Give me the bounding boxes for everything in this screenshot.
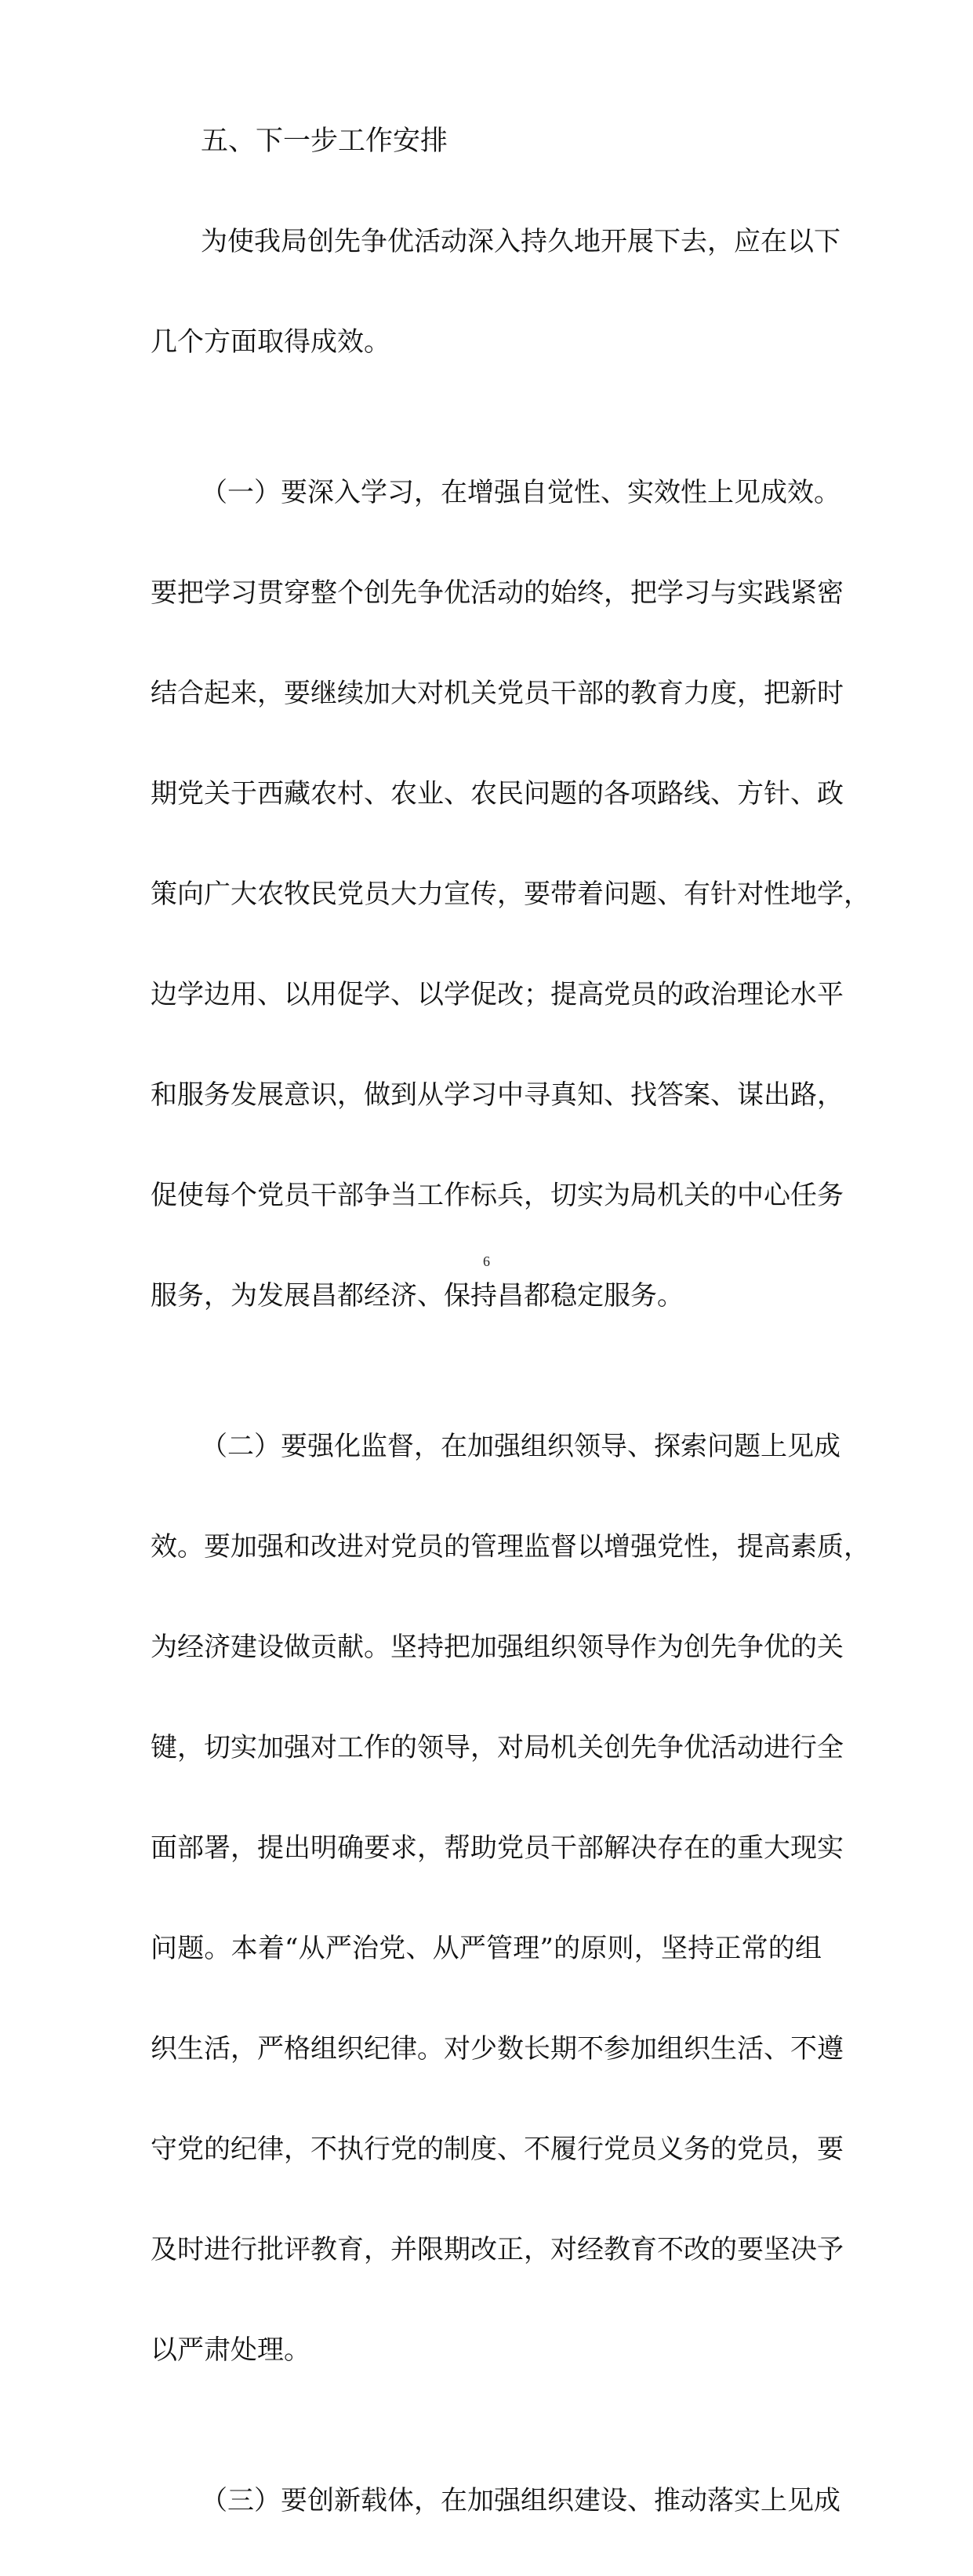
paragraph-item-3: [151, 2425, 840, 2576]
paragraph-line: 期党关于西藏农村、农业、农民问题的各项路线、方针、政: [151, 778, 844, 810]
paragraph-line: 守党的纪律，不执行党的制度、不履行党员义务的党员，要: [151, 2134, 844, 2165]
paragraph-line: 面部署，提出明确要求，帮助党员干部解决存在的重大现实: [151, 1832, 844, 1864]
paragraph-line: 为使我局创先争优活动深入持久地开展下去，应在以下: [201, 226, 840, 257]
paragraph-item-2: [151, 1371, 870, 2425]
paragraph-line: （三）要创新载体，在加强组织建设、推动落实上见成: [201, 2485, 840, 2516]
paragraph-line: 织生活，严格组织纪律。对少数长期不参加组织生活、不遵: [151, 2033, 844, 2065]
paragraph-line: 和服务发展意识，做到从学习中寻真知、找答案、谋出路，: [151, 1079, 844, 1111]
section-heading: 五、下一步工作安排: [201, 126, 448, 157]
paragraph-intro: [151, 166, 840, 417]
document-body: [151, 116, 870, 2576]
paragraph-line: 服务，为发展昌都经济、保持昌都稳定服务。: [151, 1280, 684, 1312]
paragraph-line: 几个方面取得成效。: [151, 326, 390, 358]
paragraph-line: 以严肃处理。: [151, 2334, 310, 2366]
paragraph-line: 为经济建设做贡献。坚持把加强组织领导作为创先争优的关: [151, 1632, 844, 1663]
paragraph-line: 问题。本着“从严治党、从严管理”的原则，坚持正常的组: [151, 1933, 822, 1964]
paragraph-line: 边学边用、以用促学、以学促改；提高党员的政治理论水平: [151, 979, 844, 1010]
paragraph-line: 键，切实加强对工作的领导，对局机关创先争优活动进行全: [151, 1732, 844, 1763]
paragraph-line: 要把学习贯穿整个创先争优活动的始终，把学习与实践紧密: [151, 577, 844, 609]
paragraph-item-1: [151, 417, 870, 1371]
paragraph-line: （二）要强化监督，在加强组织领导、探索问题上见成: [201, 1431, 840, 1462]
paragraph-line: （一）要深入学习，在增强自觉性、实效性上见成效。: [201, 477, 840, 508]
paragraph-line: 结合起来，要继续加大对机关党员干部的教育力度，把新时: [151, 678, 844, 709]
paragraph-line: 促使每个党员干部争当工作标兵，切实为局机关的中心任务: [151, 1180, 844, 1211]
page-number: 6: [483, 1253, 490, 1269]
paragraph-line: 及时进行批评教育，并限期改正，对经教育不改的要坚决予: [151, 2234, 844, 2265]
paragraph-line: 策向广大农牧民党员大力宣传，要带着问题、有针对性地学，: [151, 879, 870, 910]
paragraph-line: 效。要加强和改进对党员的管理监督以增强党性，提高素质，: [151, 1531, 870, 1563]
